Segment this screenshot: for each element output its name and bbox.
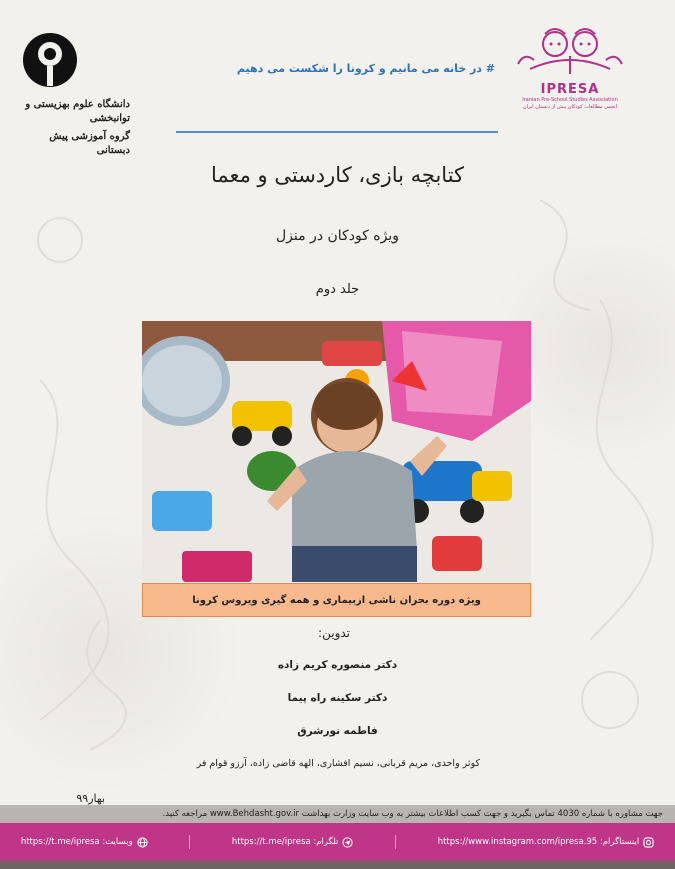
globe-icon <box>137 837 148 848</box>
child-with-toys-photo <box>142 321 531 582</box>
website-text: وبسایت: https://t.me/ipresa <box>20 837 133 847</box>
ipresa-title: IPRESA <box>540 82 600 97</box>
instagram-link[interactable] <box>438 837 654 848</box>
university-emblem-icon <box>20 30 80 90</box>
footer-separator <box>395 835 396 849</box>
instagram-text: اینستاگرام: https://www.instagram.com/ipresa.95 <box>437 837 640 847</box>
ipresa-logo <box>505 24 635 111</box>
footer-separator <box>189 835 190 849</box>
bottom-strip <box>0 861 675 869</box>
caption-box <box>142 583 531 617</box>
website-link[interactable] <box>21 837 148 848</box>
page-subtitle: ویژه کودکان در منزل <box>275 228 400 244</box>
compiled-label: تدوین: <box>318 626 350 640</box>
footer-bar <box>0 823 675 861</box>
header-divider <box>176 131 498 133</box>
consultation-bar <box>0 805 675 823</box>
telegram-text: تلگرام: https://t.me/ipresa <box>231 837 339 847</box>
university-name-line1: دانشگاه علوم بهزیستی و توانبخشی <box>25 99 130 124</box>
ipresa-subtitle-en: Iranian Pre-School Studies Association <box>522 97 618 103</box>
slogan-hashtag: # در خانه می مانیم و کرونا را شکست می دهیم <box>236 62 495 75</box>
publication-season: بهار۹۹ <box>76 792 105 805</box>
telegram-icon <box>342 837 353 848</box>
telegram-link[interactable] <box>232 837 354 848</box>
volume-label: جلد دوم <box>315 282 360 297</box>
author-1: دکتر منصوره کریم زاده <box>277 659 398 671</box>
author-3: فاطمه نورشرق <box>297 725 378 737</box>
author-2: دکتر سکینه راه پیما <box>287 692 388 704</box>
instagram-icon <box>643 837 654 848</box>
university-name-line2: گروه آموزشی پیش دبستانی <box>49 131 130 156</box>
university-logo <box>20 30 130 158</box>
page-title: کتابچه بازی، کاردستی و معما <box>210 163 465 187</box>
consultation-text: جهت مشاوره با شماره 4030 تماس بگیرید و جهت کسب اطلاعات بیشتر به وب سایت وزارت بهداشت www.Behdasht.gov.ir مراجعه کنید. <box>162 809 663 819</box>
ipresa-subtitle-fa: انجمن مطالعات کودکان پیش از دبستان ایران <box>523 104 617 110</box>
contributors-list: کوثر واحدی، مریم قربانی، نسیم افشاری، الهه قاضی زاده، آرزو قوام فر <box>196 758 480 769</box>
caption-text: ویژه دوره بحران ناشی ازبیماری و همه گیری ویروس کرونا <box>192 594 481 606</box>
children-reading-icon <box>510 24 630 82</box>
